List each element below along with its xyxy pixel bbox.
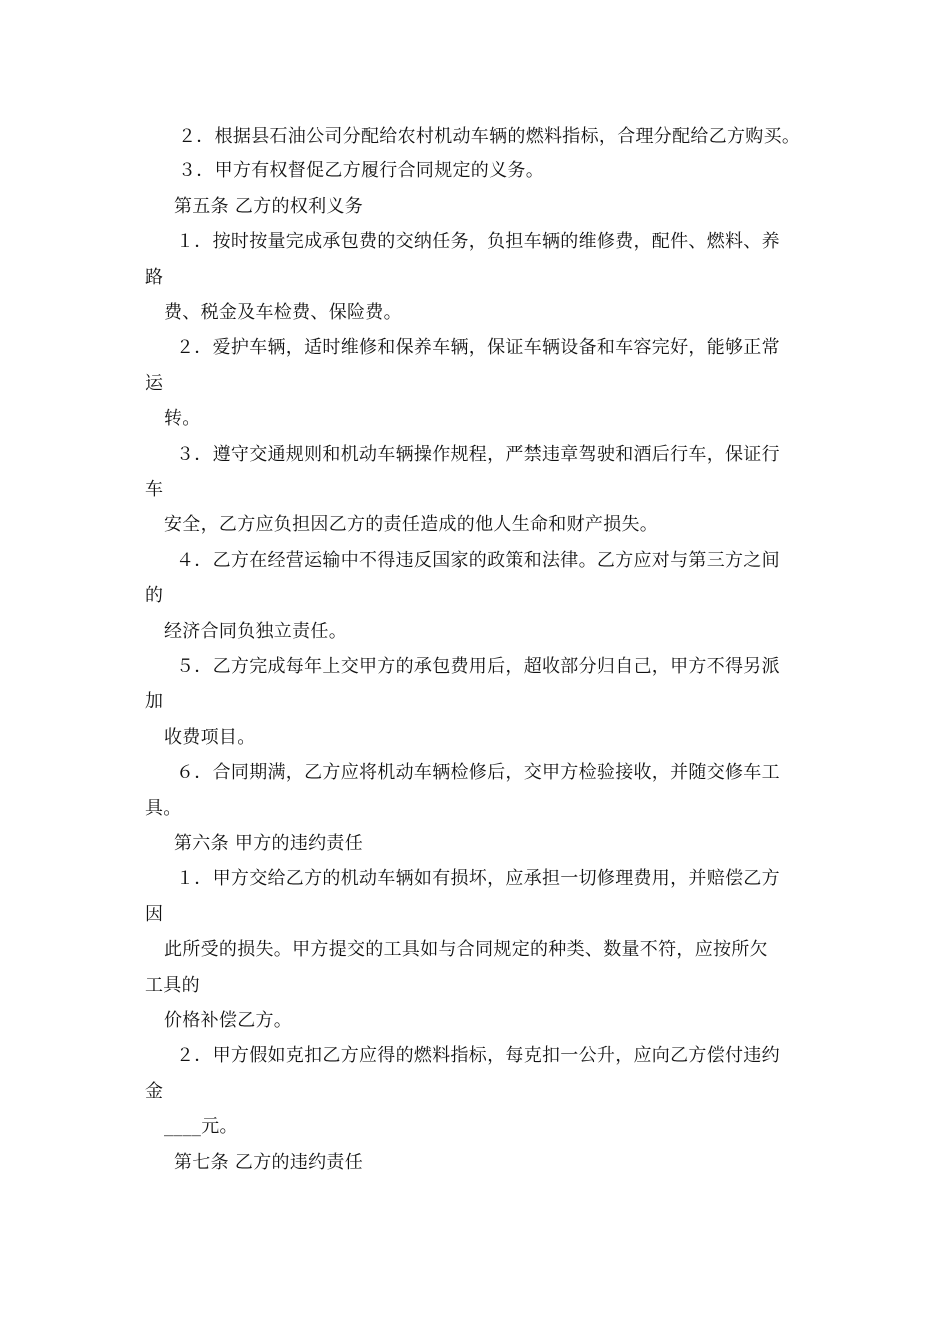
text-line: ６．合同期满，乙方应将机动车辆检修后，交甲方检验接收，并随交修车工 [176, 762, 780, 783]
text-line: 经济合同负独立责任。 [164, 621, 347, 642]
text-line: 路 [145, 267, 164, 288]
text-line: 收费项目。 [164, 727, 256, 748]
text-line: 安全，乙方应负担因乙方的责任造成的他人生命和财产损失。 [164, 514, 659, 535]
text-line: 转。 [164, 408, 201, 429]
text-line: ５．乙方完成每年上交甲方的承包费用后，超收部分归自己，甲方不得另派 [176, 656, 780, 677]
text-line: １．甲方交给乙方的机动车辆如有损坏，应承担一切修理费用，并赔偿乙方 [176, 868, 780, 889]
text-line: ２．甲方假如克扣乙方应得的燃料指标，每克扣一公升，应向乙方偿付违约 [176, 1045, 780, 1066]
text-line: 工具的 [145, 975, 200, 996]
text-line: 因 [145, 904, 164, 925]
section-heading: 第七条 乙方的违约责任 [174, 1152, 364, 1173]
text-line: ２．爱护车辆，适时维修和保养车辆，保证车辆设备和车容完好，能够正常 [176, 337, 780, 358]
text-line: ３．遵守交通规则和机动车辆操作规程，严禁违章驾驶和酒后行车，保证行 [176, 444, 780, 465]
text-line: 金 [145, 1081, 164, 1102]
text-line: ____元。 [164, 1116, 238, 1137]
text-line: ２．根据县石油公司分配给农村机动车辆的燃料指标，合理分配给乙方购买。 [178, 126, 801, 147]
text-line: 费、税金及车检费、保险费。 [164, 302, 402, 323]
text-line: ４．乙方在经营运输中不得违反国家的政策和法律。乙方应对与第三方之间 [176, 550, 780, 571]
text-line: 车 [145, 479, 164, 500]
text-line: ３．甲方有权督促乙方履行合同规定的义务。 [178, 160, 544, 181]
text-line: 价格补偿乙方。 [164, 1010, 293, 1031]
text-line: １．按时按量完成承包费的交纳任务，负担车辆的维修费，配件、燃料、养 [176, 231, 780, 252]
text-line: 运 [145, 373, 164, 394]
text-line: 的 [145, 585, 164, 606]
text-line: 具。 [145, 798, 182, 819]
text-line: 加 [145, 691, 164, 712]
text-line: 此所受的损失。甲方提交的工具如与合同规定的种类、数量不符，应按所欠 [164, 939, 768, 960]
section-heading: 第五条 乙方的权利义务 [174, 196, 364, 217]
section-heading: 第六条 甲方的违约责任 [174, 833, 364, 854]
